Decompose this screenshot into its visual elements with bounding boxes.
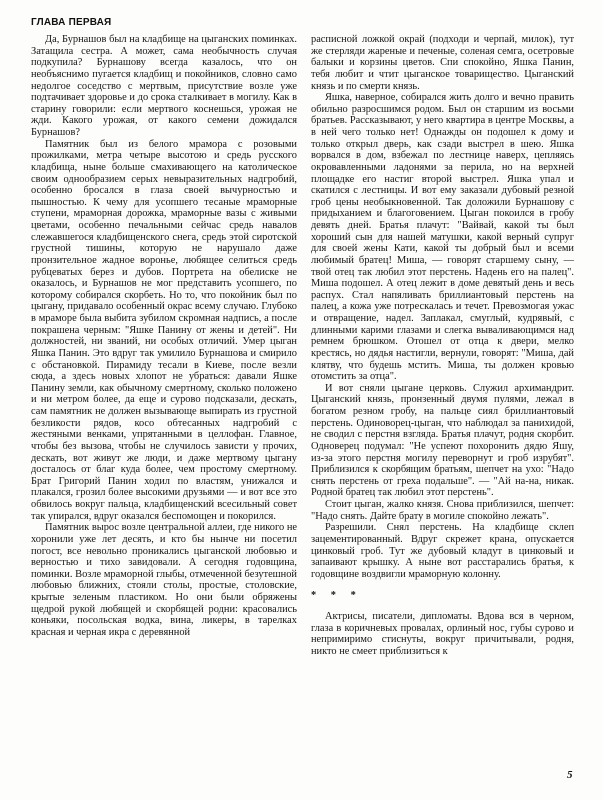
paragraph: Памятник вырос возле центральной аллеи, где никого не хоронили уже лет десять, и кто бы нынче ни посетил погост, все невольно проникались цыганской любовью и верностью и тихо завидовали. А сегодня годовщина, поминки. Возле мраморной глыбы, отмеченной безутешной любовью ближних, стояли столы, простые, столовские, крытые зеленым пластиком. Но они были обряжены щедрой рукой любящей и скорбящей родни: красовались коньяки, посольская водка, вина, ликеры, в тарелках красная и черная икра с деревянной (31, 522, 297, 638)
chapter-heading: ГЛАВА ПЕРВАЯ (31, 17, 112, 28)
paragraph: Стоит цыган, жалко князя. Снова приблизился, шепчет: "Надо снять. Дайте брату в могиле спокойно лежать". (311, 499, 574, 522)
paragraph: Яшка, наверное, собирался жить долго и вечно править обильно разросшимся родом. Был он старшим из восьми братьев. Рассказывают, у него квартира в центре Москвы, а в ней чего только нет! Однажды он подошел к дому и только открыл дверь, как сзади выстрел в шею. Яшка ворвался в дом, взбежал по лестнице наверх, цепляясь окровавленными ладонями за перила, но на верхней площадке его настиг второй выстрел. Яшка упал и скатился с лестницы. И вот ему заказали дубовый резной гроб цены необыкновенной. Так доложили Бурнашову с придыханием и благоговением. Цыган покоился в гробу девять дней. Братья плачут: "Вайвай, какой ты был хороший сын для нашей матушки, какой верный супруг для своей жены Кати, какой ты добрый был и всеми любимый братец! Миша, — говорят старшему сыну, — твой отец так любил этот перстень. Надень его на палец". Миша подошел. А отец лежит в доме девятый день и весь распух. Стал напяливать бриллиантовый перстень на палец, а кожа уже потрескалась и течет. Превозмогая ужас и отвращение, надел. Заплакал, смуглый, кудрявый, с длинными карими глазами и слегка вываливающимся над ремнем брюшком. Отошел от отца к двери, мелко крестясь, но дядья настигли, вернули, говорят: "Миша, дай клятву, что будешь мстить. Миша, ты должен кровью отомстить за отца". (311, 92, 574, 383)
paragraph: Актрисы, писатели, дипломаты. Вдова вся в черном, глаза в коричневых провалах, орлиный нос, губы сурово и непримиримо стиснуты, вокруг причитывали, родня, никто не смеет приблизиться к (311, 611, 574, 657)
right-text-column (311, 34, 574, 658)
paragraph: Разрешили. Снял перстень. На кладбище склеп зацементированный. Вдруг скрежет крана, опускается цинковый гроб. Тут же дубовый кладут в цинковый и запаивают крышку. А ныне вот расстарались братья, к годовщине воздвигли мраморную колонну. (311, 522, 574, 580)
page-number: 5 (567, 769, 573, 781)
paragraph: расписной ложкой окрай (подходи и черпай, милок), тут же стерляди жареные и печеные, соленая семга, осетровые балыки и корзины цветов. Спи спокойно, Яшка Панин, тебя любит и чтит цыганское товарищество. Цыганский князь и по смерти князь. (311, 34, 574, 92)
paragraph: И вот сняли цыгане церковь. Служил архимандрит. Цыганский князь, пронзенный двумя пулями, лежал в богатом резном гробу, на пальце сиял бриллиантовый перстень. Одиноворец-цыган, что наблюдал за панихидой, не сводил с перстня взгляда. Братья плачут, родня скорбит. Одноверец подумал: "Не успеют похоронить дядю Яшу, из-за этого перстня могилу переворнут и гроб изрубят". Приблизился к скорбящим братьям, шепчет на ухо: "Надо снять перстень от греха подальше". — "Ай на-на, никак. Родной братец так любил этот перстень". (311, 382, 574, 499)
section-break: * * * (311, 590, 362, 602)
left-text-column (31, 34, 297, 639)
paragraph: Да, Бурнашов был на кладбище на цыганских поминках. Затащила сестра. А может, сама необычность случая подкупила? Бурнашову всегда казалось, что он необъяснимо пугается кладбищ и покойников, словно само недолгое соседство с мертвым, присутствие возле уже подтачивает здоровье и до срока сталкивает в могилу. Как в старину говорили: если мертвого коснешься, урожая не жди. Какого урожая, от какого семени дожидался Бурнашов? (31, 34, 297, 138)
paragraph: Памятник был из белого мрамора с розовыми прожилками, метра четыре высотою и средь русского кладбища, ныне больше смахивающего на католическое своим однообразием серых невыразительных надгробий, особенно бросался в глаза своей вычурностью и пышностью. К чему для усопшего тесаные мраморные ступени, мраморная дорожка, мраморные вазы с живыми цветами, особенно печальными сейчас средь навалов слежавшегося кладбищенского снега, средь этой сиротской грустной тишины, которую не нарушало даже пронзительное жадное воронье, любящее селиться средь рубцеватых берез и дубов. Портрета на обелиске не оказалось, и Бурнашов не мог представить усопшего, по которому собирался скорбеть. Но то, что покойник был по цыгану, придавало особенный окрас всему случаю. Глубоко в мраморе была выбита зубилом скромная надпись, а после покрашена черным: "Яшке Панину от жены и детей". Ни должностей, ни званий, ни особых отличий. Умер цыган Яшка Панин. Это вдруг так умилило Бурнашова и смирило с обстановкой. Пирамиду тесали в Киеве, после везли сюда, а здесь новых хлопот не убраться: давали Яшке Панину земли, как обычному смертному, сколько положено и ни метром более, да еще и сурово подсказали, дескать, сам памятник не должен вызывающе выпирать из грустной безликости рядов, косо обтесанных надгробий с жестяными венками, упрятанными в целлофан. Главное, чтобы без вызова, чтобы не случилось зависти у прочих, дескать, вот живут же люди, и даже мертвому цыгану досталось от благ куда более, чем простому смертному. Брат Григорий Панин ходил по властям, унижался и плакался, грозил более высокими друзьями — и вот все это обвилось вокруг пальца, кладбищенский всесильный совет так упирался, вдруг оказался беспомощен и покорился. (31, 138, 297, 522)
